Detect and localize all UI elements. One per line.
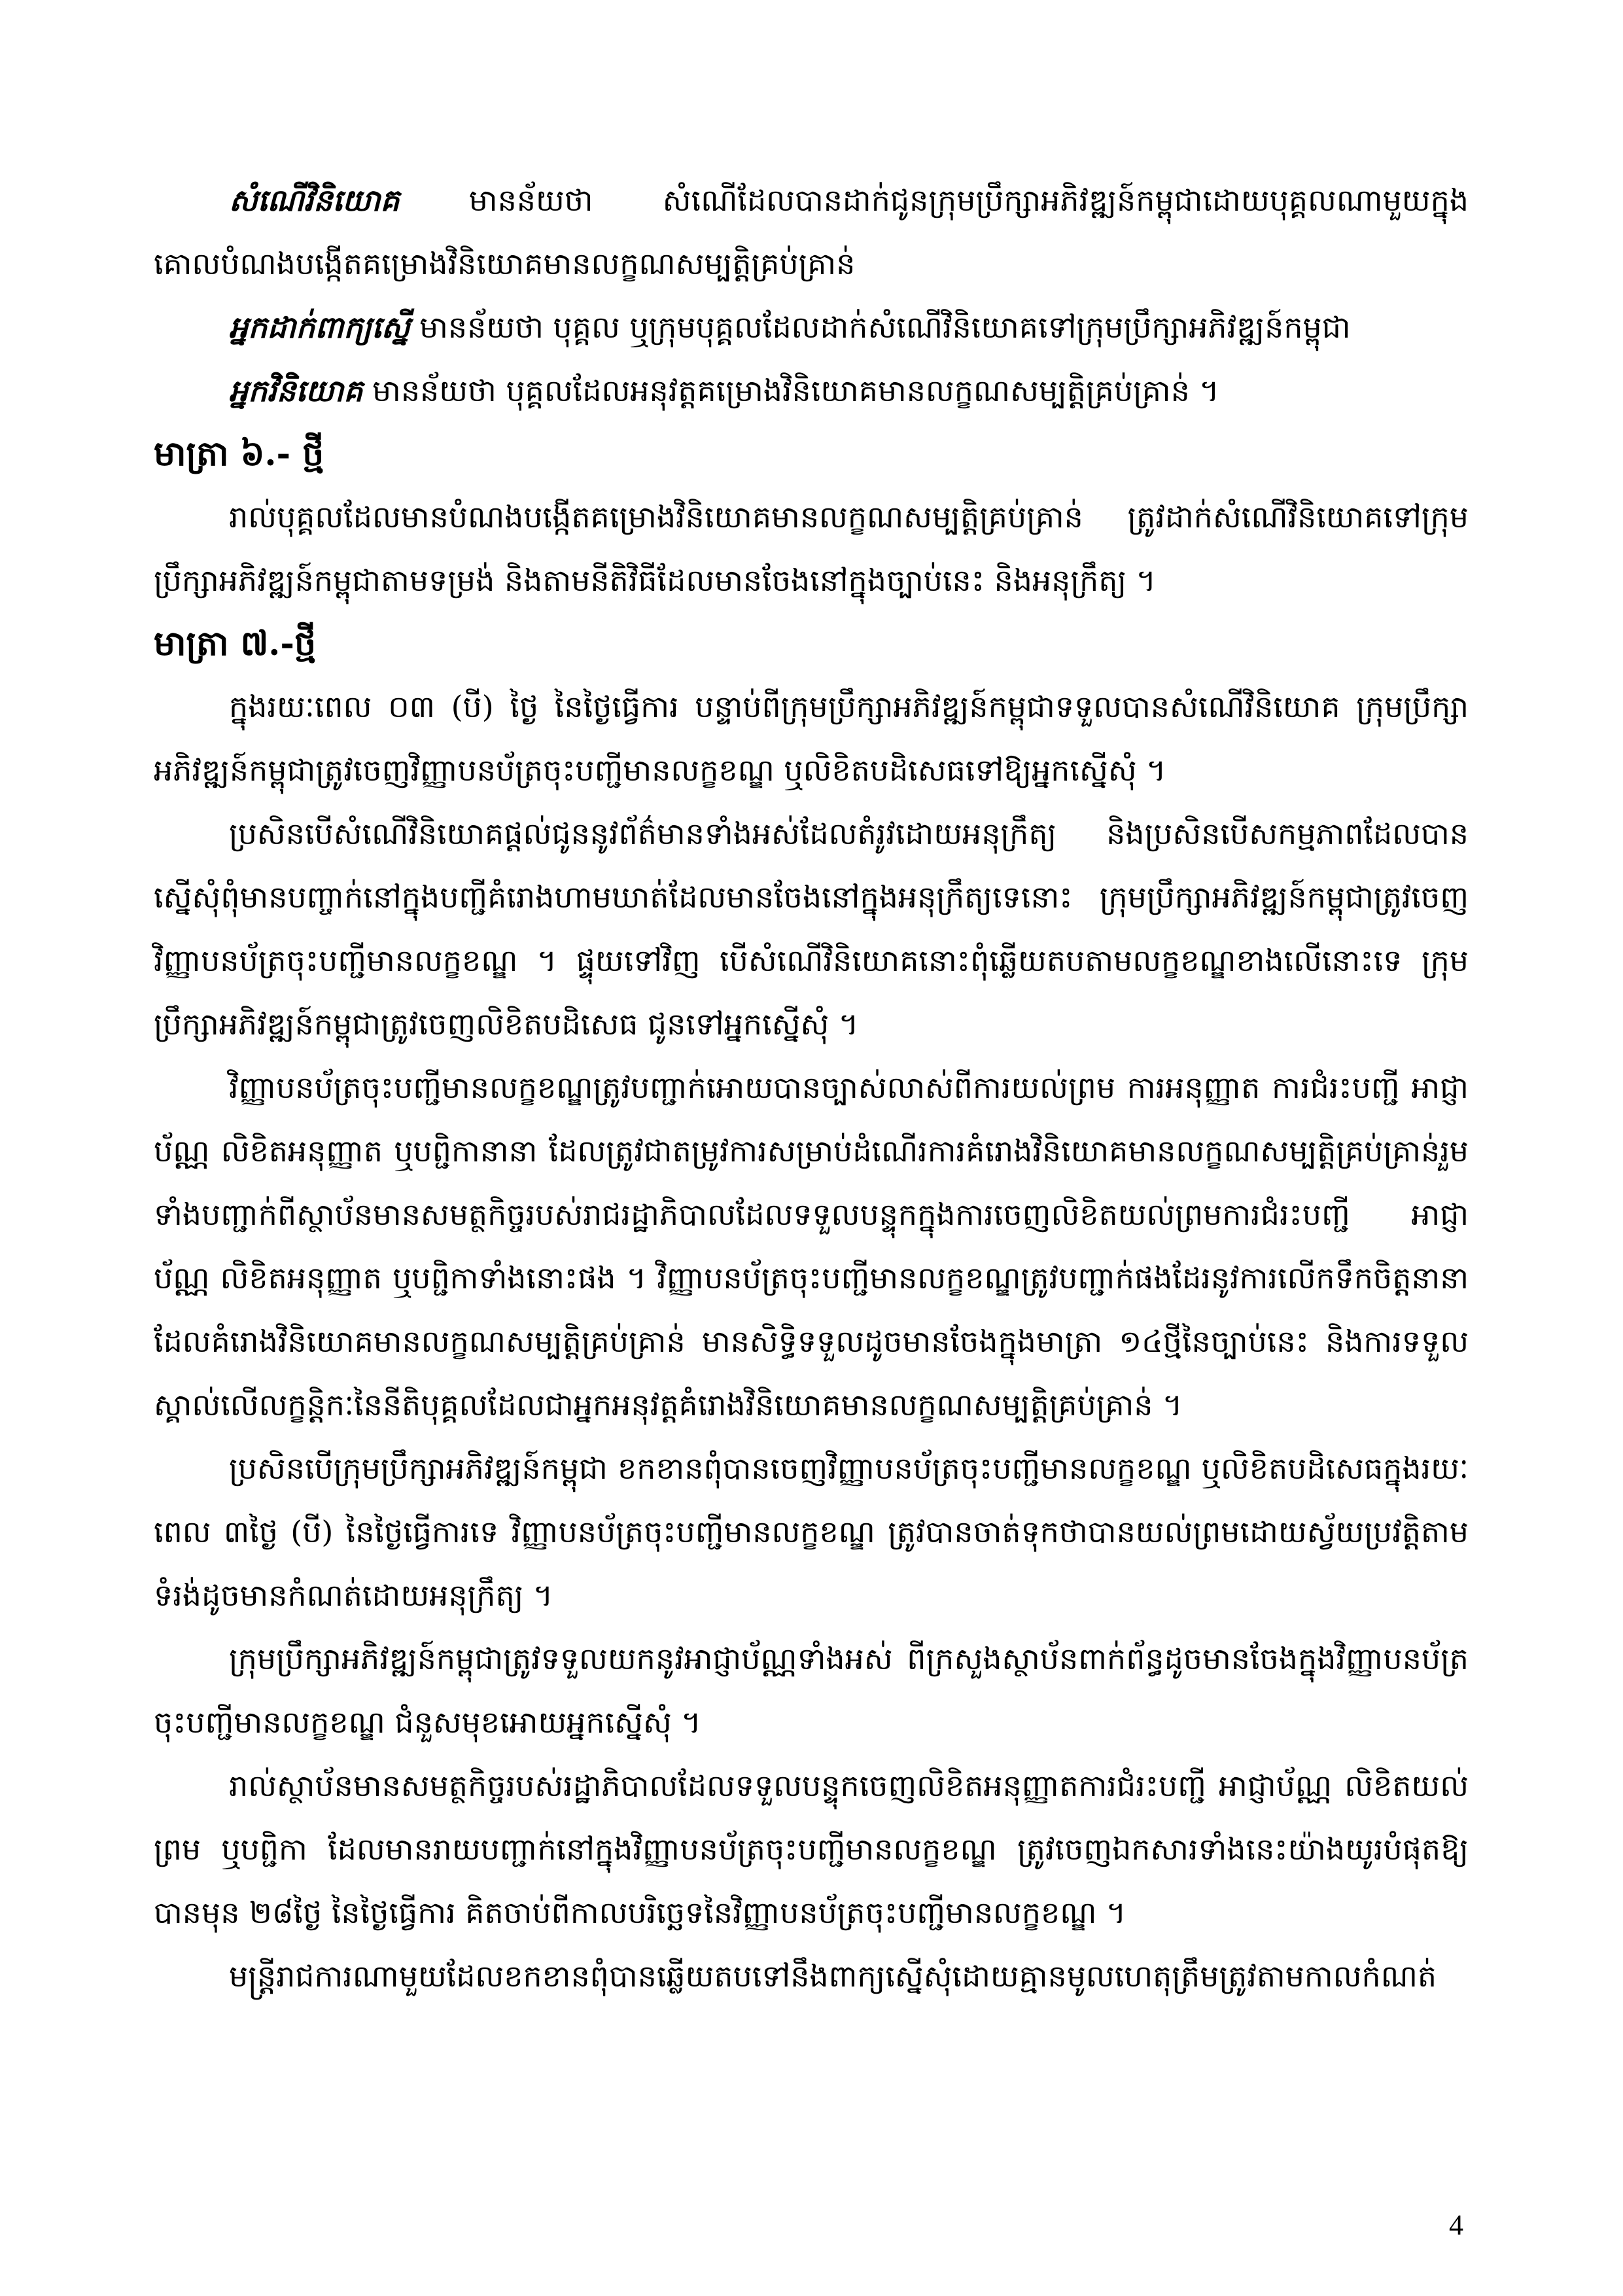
defined-term: អ្នកវិនិយោគ: [229, 373, 363, 408]
page-number: 4: [1449, 2209, 1463, 2241]
paragraph-text: មានន័យថា បុគ្គលដែលអនុវត្តគម្រោងវិនិយោគមានលក្ខណសម្បត្តិគ្រប់គ្រាន់ ។: [362, 373, 1219, 408]
page-body: [154, 169, 1469, 2008]
paragraph: រាល់ស្ថាប័នមានសមត្ថកិច្ចរបស់រដ្ឋាភិបាលដែលទទួលបន្ទុកចេញលិខិតអនុញ្ញាតការជំរះបញ្ជី អាជ្ញាប័ណ្ណ លិខិតយល់ព្រម ឬបព្ជិកា ដែលមានរាយបញ្ជាក់នៅក្នុងវិញ្ញាបនប័ត្រចុះបញ្ជីមានលក្ខខណ្ឌ ត្រូវចេញឯកសារទាំងនេះយ៉ាងយូរបំផុតឱ្យបានមុន ២៨ថ្ងៃ នៃថ្ងៃធ្វើការ គិតចាប់ពីកាលបរិច្ឆេទនៃវិញ្ញាបនប័ត្រចុះបញ្ជីមានលក្ខខណ្ឌ ។: [154, 1768, 1469, 1930]
definition-investor: [154, 359, 1469, 423]
paragraph: ក្នុងរយៈពេល ០៣ (បី) ថ្ងៃ នៃថ្ងៃធ្វើការ បន្ទាប់ពីក្រុមប្រឹក្សាអភិវឌ្ឍន៍កម្ពុជាទទួលបានសំណើវិនិយោគ ក្រុមប្រឹក្សាអភិវឌ្ឍន៍កម្ពុជាត្រូវចេញវិញ្ញាបនប័ត្រចុះបញ្ជីមានលក្ខខណ្ឌ ឬលិខិតបដិសេធទៅឱ្យអ្នកស្នើសុំ ។: [154, 689, 1469, 788]
article-6-heading: មាត្រា ៦.- ថ្មី: [154, 434, 324, 474]
definition-applicant: [154, 296, 1469, 359]
defined-term: អ្នកដាក់ពាក្យស្នើ: [229, 309, 410, 345]
paragraph: មន្ត្រីរាជការណាមួយដែលខកខានពុំបានឆ្លើយតបទៅនឹងពាក្យស្នើសុំដោយគ្មានមូលហេតុត្រឹមត្រូវតាមកាលកំណត់: [229, 1958, 1437, 1994]
paragraph: ក្រុមប្រឹក្សាអភិវឌ្ឍន៍កម្ពុជាត្រូវទទួលយកនូវអាជ្ញាប័ណ្ណទាំងអស់ ពីក្រសួងស្ថាប័នពាក់ព័ន្ធដូចមានចែងក្នុងវិញ្ញាបនប័ត្រចុះបញ្ជីមានលក្ខខណ្ឌ ជំនួសមុខអោយអ្នកស្នើសុំ ។: [154, 1641, 1469, 1740]
paragraph-text: មានន័យថា បុគ្គល ឬក្រុមបុគ្គលដែលដាក់សំណើវិនិយោគទៅក្រុមប្រឹក្សាអភិវឌ្ឍន៍កម្ពុជា: [410, 309, 1351, 345]
paragraph: វិញ្ញាបនប័ត្រចុះបញ្ជីមានលក្ខខណ្ឌត្រូវបញ្ជាក់អោយបានច្បាស់លាស់ពីការយល់ព្រម ការអនុញ្ញាត ការជំរះបញ្ជី អាជ្ញាប័ណ្ណ លិខិតអនុញ្ញាត ឬបព្ជិកានានា ដែលត្រូវជាតម្រូវការសម្រាប់ដំណើរការគំរោងវិនិយោគមានលក្ខណសម្បត្តិគ្រប់គ្រាន់រួមទាំងបញ្ជាក់ពីស្ថាប័នមានសមត្ថកិច្ចរបស់រាជរដ្ឋាភិបាលដែលទទួលបន្ទុកក្នុងការចេញលិខិតយល់ព្រមការជំរះបញ្ជី អាជ្ញាប័ណ្ណ លិខិតអនុញ្ញាត ឬបព្ជិកាទាំងនោះផង ។ វិញ្ញាបនប័ត្រចុះបញ្ជីមានលក្ខខណ្ឌត្រូវបញ្ជាក់ផងដែរនូវការលើកទឹកចិត្តនានា ដែលគំរោងវិនិយោគមានលក្ខណសម្បត្តិគ្រប់គ្រាន់ មានសិទ្ធិទទួលដូចមានចែងក្នុងមាត្រា ១៤ថ្មីនៃច្បាប់នេះ និងការទទួលស្គាល់លើលក្ខន្តិកៈនៃនីតិបុគ្គលដែលជាអ្នកអនុវត្តគំរោងវិនិយោគមានលក្ខណសម្បត្តិគ្រប់គ្រាន់ ។: [154, 1070, 1469, 1422]
paragraph: ប្រសិនបើក្រុមប្រឹក្សាអភិវឌ្ឍន៍កម្ពុជា ខកខានពុំបានចេញវិញ្ញាបនប័ត្រចុះបញ្ជីមានលក្ខខណ្ឌ ឬលិខិតបដិសេធក្នុងរយៈពេល ៣ថ្ងៃ (បី) នៃថ្ងៃធ្វើការទេ វិញ្ញាបនប័ត្រចុះបញ្ជីមានលក្ខខណ្ឌ ត្រូវបានចាត់ទុកថាបានយល់ព្រមដោយស្វ័យប្រវត្តិតាមទំរង់ដូចមានកំណត់ដោយអនុក្រឹត្យ ។: [154, 1451, 1469, 1613]
article-7-heading: មាត្រា ៧.-ថ្មី: [154, 624, 316, 663]
paragraph-text: មានន័យថា សំណើដែលបានដាក់ជូនក្រុមប្រឹក្សាអភិវឌ្ឍន៍កម្ពុជាដោយបុគ្គលណាមួយក្នុងគោលបំណងបង្កើតគម្រោងវិនិយោគមានលក្ខណសម្បត្តិគ្រប់គ្រាន់: [154, 183, 1469, 281]
paragraph: រាល់បុគ្គលដែលមានបំណងបង្កើតគម្រោងវិនិយោគមានលក្ខណសម្បត្តិគ្រប់គ្រាន់ ត្រូវដាក់សំណើវិនិយោគទៅក្រុមប្រឹក្សាអភិវឌ្ឍន៍កម្ពុជាតាមទម្រង់ និងតាមនីតិវិធីដែលមានចែងនៅក្នុងច្បាប់នេះ និងអនុក្រឹត្យ ។: [154, 499, 1469, 598]
paragraph: ប្រសិនបើសំណើវិនិយោគផ្តល់ជូននូវព័ត៌មានទាំងអស់ដែលតំរូវដោយអនុក្រឹត្យ និងប្រសិនបើសកម្មភាពដែលបានស្នើសុំពុំមានបញ្ចាក់នៅក្នុងបញ្ជីគំរោងហាមឃាត់ដែលមានចែងនៅក្នុងអនុក្រឹត្យទេនោះ ក្រុមប្រឹក្សាអភិវឌ្ឍន៍កម្ពុជាត្រូវចេញវិញ្ញាបនប័ត្រចុះបញ្ជីមានលក្ខខណ្ឌ ។ ផ្ទុយទៅវិញ បើសំណើវិនិយោគនោះពុំឆ្លើយតបតាមលក្ខខណ្ឌខាងលើនោះទេ ក្រុមប្រឹក្សាអភិវឌ្ឍន៍កម្ពុជាត្រូវចេញលិខិតបដិសេធ ជូនទៅអ្នកស្នើសុំ ។: [154, 816, 1469, 1042]
defined-term: សំណើវិនិយោគ: [229, 183, 400, 218]
definition-investment-proposal: [154, 169, 1469, 296]
